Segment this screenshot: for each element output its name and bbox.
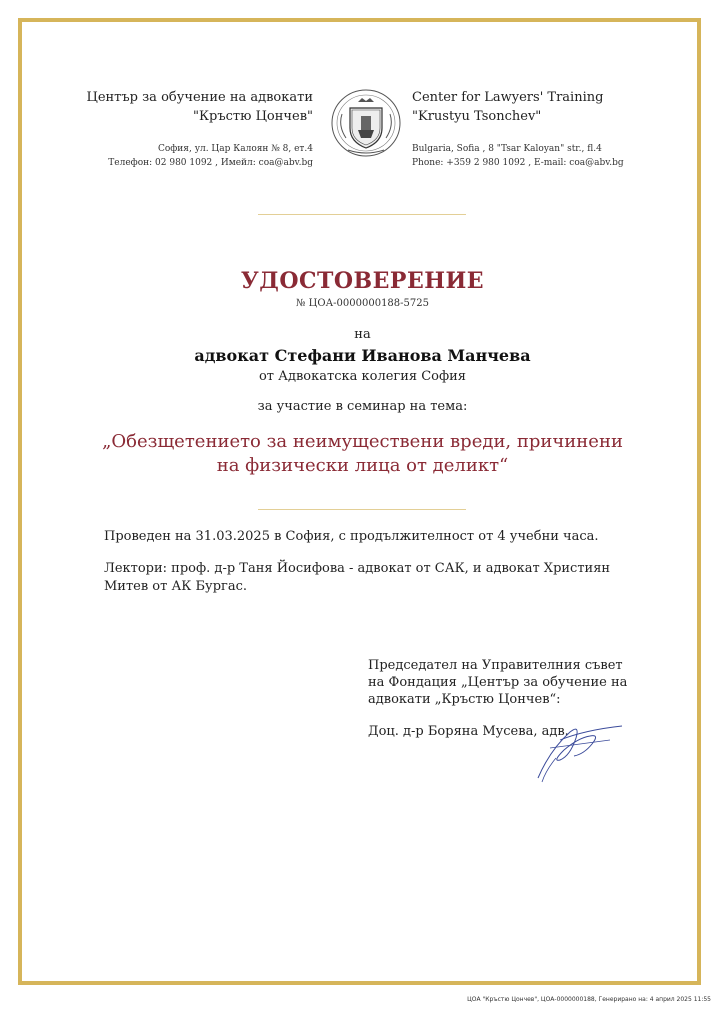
certificate-title: УДОСТОВЕРЕНИЕ	[240, 268, 485, 294]
seminar-topic: „Обезщетението за неимуществени вреди, причинени на физически лица от деликт“	[102, 431, 623, 476]
signer-name: Доц. д-р Боряна Мусева, адв.	[368, 724, 569, 739]
divider-bottom	[258, 509, 466, 510]
lecturers-info: Лектори: проф. д-р Таня Йосифова - адвокат от САК, и адвокат Християн Митев от АК Бургас.	[104, 561, 611, 594]
bar-college: от Адвокатска колегия София	[258, 369, 467, 384]
certificate-number: № ЦОА-0000000188-5725	[296, 298, 429, 309]
held-info: Проведен на 31.03.2025 в София, с продължителност от 4 учебни часа.	[104, 529, 599, 544]
recipient-name: адвокат Стефани Иванова Манчева	[194, 346, 531, 365]
header-english	[412, 88, 624, 170]
org-address-en: Bulgaria, Sofia , 8 "Tsar Kaloyan" str., fl.4 Phone: +359 2 980 1092 , E-mail: coa@abv.bg	[412, 144, 624, 168]
chair-title: Председател на Управителния съвет на Фондация „Център за обучение на адвокати „Кръстю Цончев“:	[368, 658, 628, 707]
header-bulgarian	[86, 88, 313, 170]
org-name-bg: Център за обучение на адвокати "Кръстю Цончев"	[86, 90, 313, 124]
to-label: на	[354, 327, 371, 342]
footer-generated: ЦОА "Кръстю Цончев", ЦОА-0000000188, Генерирано на: 4 април 2025 11:55	[467, 996, 711, 1003]
handwritten-signature	[530, 710, 630, 784]
coat-of-arms-logo	[328, 86, 404, 160]
org-name-en: Center for Lawyers' Training "Krustyu Tsonchev"	[412, 90, 604, 124]
participation-label: за участие в семинар на тема:	[257, 399, 468, 414]
divider-top	[258, 214, 466, 215]
org-address-bg: София, ул. Цар Калоян № 8, ет.4 Телефон: 02 980 1092 , Имейл: coa@abv.bg	[108, 144, 313, 168]
